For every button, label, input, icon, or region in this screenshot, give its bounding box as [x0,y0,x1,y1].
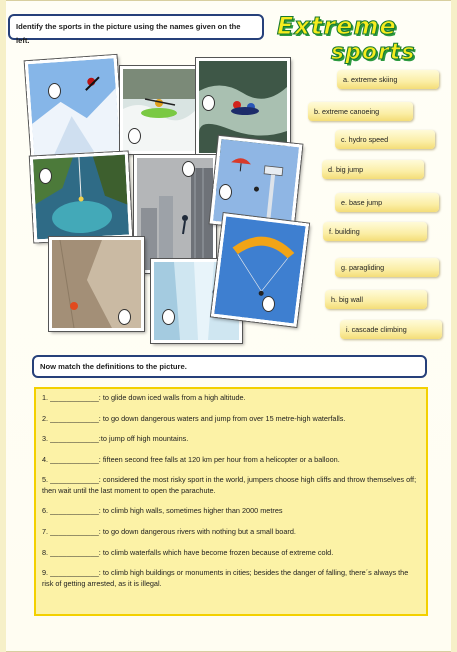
sport-label-b: b. extreme canoeing [314,107,380,116]
title-line-1: Extreme [277,12,397,40]
sport-tag-f [323,222,427,241]
answer-circle-photo-6[interactable] [219,184,232,200]
identify-instruction [8,14,264,45]
answer-circle-photo-8[interactable] [162,309,175,325]
definition-8: 8. ____________: to climb waterfalls which have become frozen because of extreme cold. [42,547,334,557]
skier-jumping-icon [28,58,120,156]
sport-tag-c [335,130,435,149]
definition-1: 1. ____________: to glide down iced walls from a high altitude. [42,393,246,402]
match-instruction [32,355,427,378]
sport-tag-e [335,193,439,212]
definitions-box [34,387,428,616]
sport-label-d: d. big jump [328,165,364,174]
sport-label-a: a. extreme skiing [343,75,398,84]
photo-big-jump [30,151,132,242]
photo-extreme-skiing [25,55,124,159]
sport-tag-i [340,320,442,339]
sport-label-c: c. hydro speed [341,135,389,144]
answer-circle-photo-1[interactable] [48,83,61,99]
definition-3: 3. ____________:to jump off high mountains. [42,434,189,444]
paraglider-icon [214,216,305,323]
title-logo [271,12,441,68]
answer-circle-photo-9[interactable] [262,296,275,312]
match-instruction-text: Now match the definitions to the picture. [40,362,187,371]
sport-tag-g [335,258,439,277]
definition-5: 5. ____________: considered the most risky sport in the world, jumpers choose high cliffs and throw themselves off; then wait until the last moment to open the parachute. [42,475,417,495]
sport-tag-b [308,102,413,121]
definition-9: 9. ____________: to climb high buildings or monuments in cities; besides the danger of falling, there´s always the risk of getting arrested, as it is illegal. [42,568,409,588]
sport-label-f: f. building [329,227,360,236]
definition-4: 4. ____________: fifteen second free falls at 120 km per hour from a helicopter or a balloon. [42,454,340,464]
title-line-2: sports [331,40,416,65]
answer-circle-photo-5[interactable] [182,161,195,177]
sport-label-g: g. paragliding [341,263,385,272]
definition-6: 6. ____________: to climb high walls, sometimes higher than 2000 metres [42,506,283,516]
sport-tag-h [325,290,427,309]
identify-instruction-text: Identify the sports in the picture using the names given on the left. [16,22,241,45]
sport-label-i: i. cascade climbing [346,325,407,334]
sport-tag-a [337,70,439,89]
sport-tag-d [322,160,424,179]
right-margin-shade [451,0,457,652]
sport-label-e: e. base jump [341,198,383,207]
answer-circle-photo-3[interactable] [202,95,215,111]
answer-circle-photo-2[interactable] [128,128,141,144]
definition-7: 7. ____________: to go down dangerous rivers with nothing but a small board. [42,526,296,536]
sport-label-h: h. big wall [331,295,363,304]
answer-circle-photo-7[interactable] [118,309,131,325]
building-climber-icon [137,158,213,270]
answer-circle-photo-4[interactable] [39,168,52,184]
photo-building [134,155,216,273]
definition-2: 2. ____________: to go down dangerous waters and jump from over 15 metre-high waterfalls. [42,413,346,423]
photo-paragliding [211,213,309,327]
left-margin-shade [0,0,6,652]
